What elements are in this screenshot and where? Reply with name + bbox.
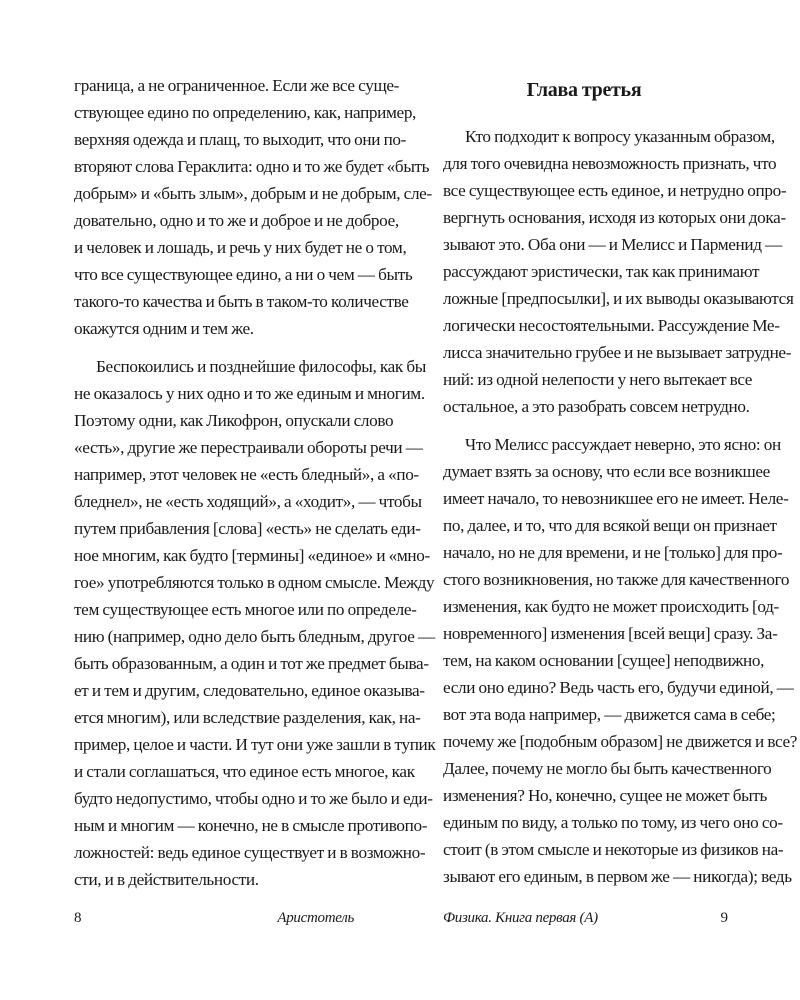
text-line: изменения? Но, конечно, сущее не может быть xyxy=(443,786,768,805)
chapter-title: Глава третья xyxy=(526,79,642,101)
text-line: тем, на каком основании [сущее] неподвижно, xyxy=(443,651,765,670)
text-line: зывают это. Оба они — и Мелисс и Парменид — xyxy=(443,235,782,254)
text-line: вот эта вода например, — движется сама в себе; xyxy=(443,705,776,724)
text-line: стого возникновения, но также для качественного xyxy=(443,570,790,589)
text-line: и стали соглашаться, что единое есть многое, как xyxy=(74,762,415,781)
text-line: пример, целое и части. И тут они уже зашли в тупик xyxy=(74,735,436,754)
text-line: не оказалось у них одно и то же единым и многим. xyxy=(74,384,425,403)
right-text-column xyxy=(443,75,798,890)
text-line: такого-то качества и быть в таком-то количестве xyxy=(74,292,409,311)
text-line: что все существующее едино, а ни о чем — быть xyxy=(74,265,413,284)
text-line: ний: из одной нелепости у него вытекает все xyxy=(443,370,753,389)
right-running-head: Физика. Книга первая (А) xyxy=(443,910,598,926)
paragraph-gap xyxy=(443,420,725,431)
text-line: ным и многим — конечно, не в смысле противопо- xyxy=(74,816,428,835)
text-line: Кто подходит к вопросу указанным образом, xyxy=(465,127,775,146)
text-line: по, далее, и то, что для всякой вещи он признает xyxy=(443,516,777,535)
text-line: довательно, одно и то же и доброе и не доброе, xyxy=(74,211,399,230)
text-line: ствующее едино по определению, как, например, xyxy=(74,103,417,122)
text-line: будто недопустимо, чтобы одно и то же было и еди- xyxy=(74,789,433,808)
text-line: почему же [подобным образом] не движется и все? xyxy=(443,732,798,751)
left-text-column xyxy=(74,72,436,893)
text-line: остальное, а это разобрать совсем нетрудно. xyxy=(443,397,750,416)
text-line: и человек и лошадь, и речь у них будет не о том, xyxy=(74,238,407,257)
text-line: единым по виду, а только по тому, из чего оно со- xyxy=(443,813,783,832)
left-running-head: Аристотель xyxy=(277,910,354,926)
right-page-number: 9 xyxy=(720,910,728,926)
text-line: ет и тем и другим, следовательно, единое оказыва- xyxy=(74,681,425,700)
text-line: рассуждают эристически, так как принимают xyxy=(443,262,760,281)
text-line: если оно едино? Ведь часть его, будучи единой, — xyxy=(443,678,794,697)
text-line: изменения, как будто не может происходить [од- xyxy=(443,597,779,616)
paragraph xyxy=(443,431,798,890)
text-line: логически несостоятельными. Рассуждение Ме- xyxy=(443,316,780,335)
text-line: добрым» и «быть злым», добрым и не добрым, сле- xyxy=(74,184,432,203)
text-line: стоит (в этом смысле и некоторые из физиков на- xyxy=(443,840,784,859)
text-line: думает взять за основу, что если все возникшее xyxy=(443,462,770,481)
text-line: Далее, почему не могло бы быть качественного xyxy=(443,759,772,778)
paragraph xyxy=(74,72,432,342)
text-line: бледнел», не «есть ходящий», а «ходит», — чтобы xyxy=(74,492,422,511)
text-line: лисса значительно грубее и не вызывает затрудне- xyxy=(443,343,792,362)
text-line: сти, и в действительности. xyxy=(74,870,259,889)
text-line: ное многим, как будто [термины] «единое» и «мно- xyxy=(74,546,430,565)
text-line: имеет начало, то невозникшее его не имеет. Неле- xyxy=(443,489,789,508)
text-line: быть образованным, а один и тот же предмет быва- xyxy=(74,654,429,673)
left-page-number: 8 xyxy=(74,910,82,926)
text-line: все существующее есть единое, и нетрудно опро- xyxy=(443,181,787,200)
text-line: Поэтому одни, как Ликофрон, опускали слово xyxy=(74,411,394,430)
text-line: граница, а не ограниченное. Если же все суще- xyxy=(74,76,399,95)
text-line: зывают его единым, в первом же — никогда); ведь xyxy=(443,867,792,886)
paragraph xyxy=(74,353,436,893)
text-line: вторяют слова Гераклита: одно и то же будет «быть xyxy=(74,157,430,176)
text-line: начало, но не для времени, и не [только] для про- xyxy=(443,543,783,562)
text-line: новременного] изменения [всей вещи] сразу. За- xyxy=(443,624,778,643)
text-line: ложные [предпосылки], и их выводы оказываются xyxy=(443,289,794,308)
text-line: Что Мелисс рассуждает неверно, это ясно: он xyxy=(465,435,781,454)
paragraph xyxy=(443,123,794,420)
text-line: для того очевидна невозможность признать, что xyxy=(443,154,777,173)
text-line: ется многим), или вследствие разделения, как, на- xyxy=(74,708,421,727)
text-line: «есть», другие же перестраивали обороты речи — xyxy=(74,438,423,457)
text-line: нию (например, одно дело быть бледным, другое — xyxy=(74,627,435,646)
text-line: путем прибавления [слова] «есть» не сделать еди- xyxy=(74,519,421,538)
paragraph-gap xyxy=(74,342,356,353)
text-line: например, этот человек не «есть бледный», а «по- xyxy=(74,465,419,484)
text-line: Беспокоились и позднейшие философы, как бы xyxy=(96,357,426,376)
text-line: верхняя одежда и плащ, то выходит, что они по- xyxy=(74,130,407,149)
text-line: окажутся одним и тем же. xyxy=(74,319,254,338)
text-line: гое» употребляются только в одном смысле. Между xyxy=(74,573,435,592)
text-line: ложностей: ведь единое существует и в возможно- xyxy=(74,843,426,862)
text-line: тем существующее есть многое или по определе- xyxy=(74,600,417,619)
text-line: вергнуть основания, исходя из которых они дока- xyxy=(443,208,786,227)
